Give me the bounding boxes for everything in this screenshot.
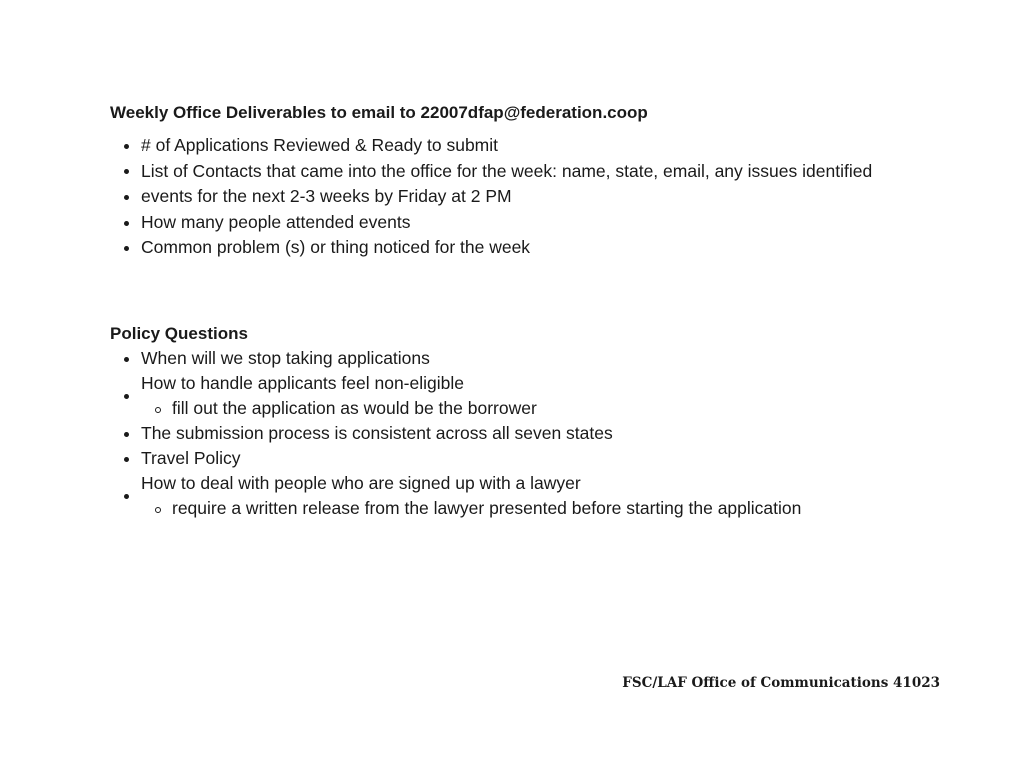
list-item: How many people attended events bbox=[110, 210, 872, 236]
list-item bbox=[110, 371, 801, 421]
weekly-deliverables-list bbox=[110, 133, 872, 261]
sub-list-item: require a written release from the lawyer presented before starting the application bbox=[141, 496, 801, 521]
list-item: events for the next 2-3 weeks by Friday at 2 PM bbox=[110, 184, 872, 210]
list-item: # of Applications Reviewed & Ready to submit bbox=[110, 133, 872, 159]
list-item bbox=[110, 346, 801, 371]
list-item bbox=[110, 471, 801, 521]
policy-questions-list bbox=[110, 346, 801, 521]
list-item-text: How to deal with people who are signed up with a lawyer bbox=[141, 473, 581, 493]
list-item: List of Contacts that came into the office for the week: name, state, email, any issues identified bbox=[110, 159, 872, 185]
weekly-deliverables-heading: Weekly Office Deliverables to email to 22007dfap@federation.coop bbox=[110, 103, 648, 122]
list-item: Common problem (s) or thing noticed for the week bbox=[110, 235, 872, 261]
list-item-text: When will we stop taking applications bbox=[141, 348, 430, 368]
footer-label: FSC/LAF Office of Communications 41023 bbox=[622, 675, 940, 691]
list-item bbox=[110, 446, 801, 471]
list-item-text: How to handle applicants feel non-eligible bbox=[141, 373, 464, 393]
policy-questions-heading: Policy Questions bbox=[110, 324, 248, 343]
list-item-text: Travel Policy bbox=[141, 448, 241, 468]
sub-list bbox=[141, 496, 801, 521]
list-item bbox=[110, 421, 801, 446]
sub-list-item: fill out the application as would be the borrower bbox=[141, 396, 801, 421]
list-item-text: The submission process is consistent across all seven states bbox=[141, 423, 613, 443]
sub-list bbox=[141, 396, 801, 421]
